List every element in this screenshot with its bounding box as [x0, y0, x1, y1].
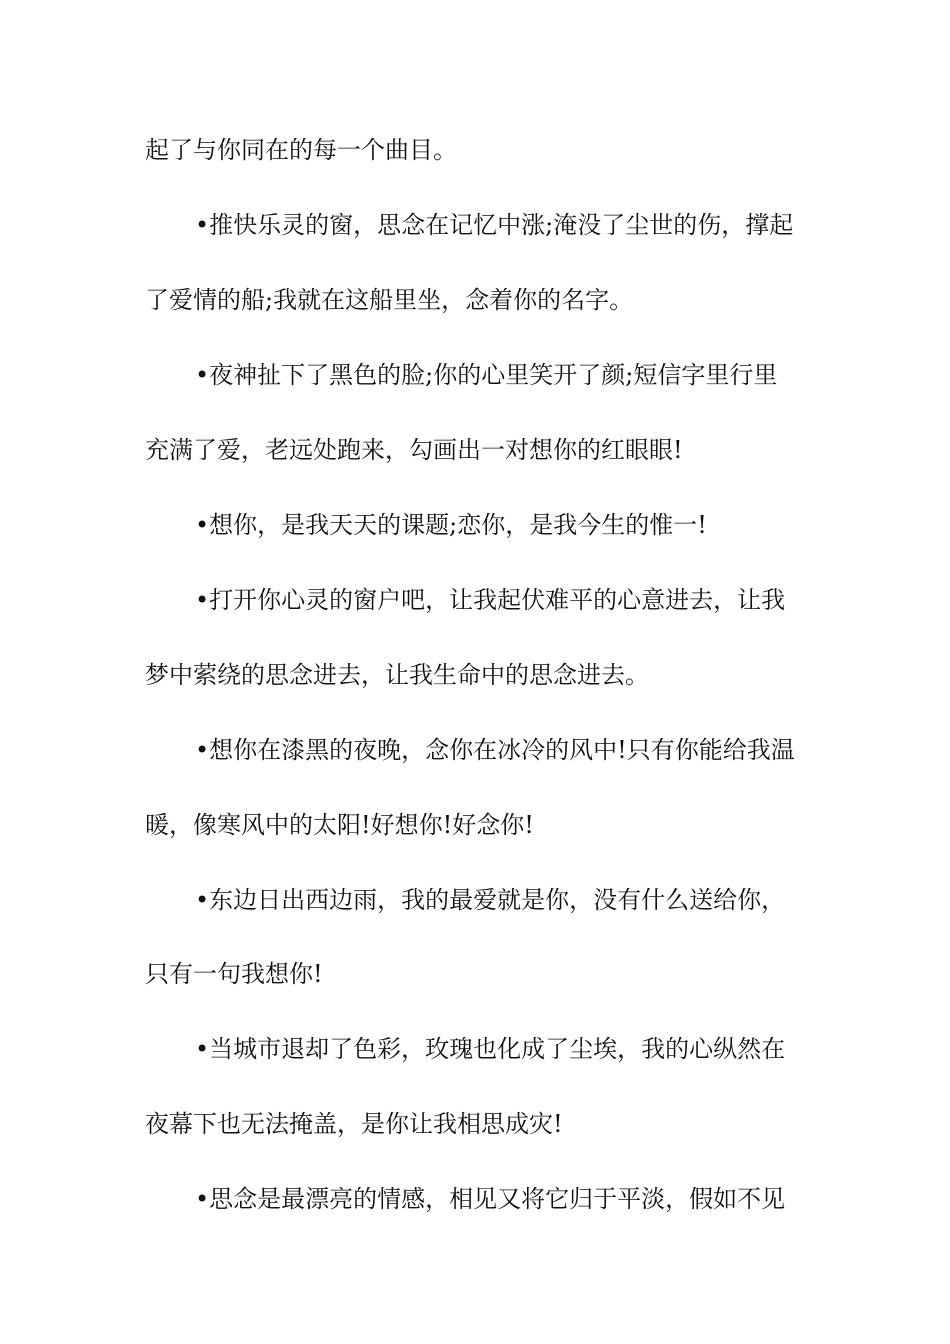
text-line: •夜神扯下了黑色的脸;你的心里笑开了颜;短信字里行里: [195, 361, 778, 389]
text-line: 起了与你同在的每一个曲目。: [145, 136, 457, 164]
text-line: •当城市退却了色彩，玫瑰也化成了尘埃，我的心纵然在: [195, 1035, 786, 1063]
text-line: •东边日出西边雨，我的最爱就是你，没有什么送给你，: [195, 886, 786, 914]
text-line: •想你，是我天天的课题;恋你，是我今生的惟一!: [195, 511, 707, 539]
text-line: 夜幕下也无法掩盖，是你让我相思成灾!: [145, 1110, 563, 1138]
text-line: •打开你心灵的窗户吧，让我起伏难平的心意进去，让我: [195, 586, 786, 614]
text-line: •推快乐灵的窗，思念在记忆中涨;淹没了尘世的伤，撑起: [195, 211, 794, 239]
text-line: 暖，像寒风中的太阳!好想你!好念你!: [145, 811, 534, 839]
text-line: •思念是最漂亮的情感，相见又将它归于平淡，假如不见: [195, 1185, 786, 1213]
text-line: 了爱情的船;我就在这船里坐，念着你的名字。: [145, 286, 634, 314]
text-line: •想你在漆黑的夜晚，念你在冰冷的风中!只有你能给我温: [195, 736, 795, 764]
text-line: 充满了爱，老远处跑来，勾画出一对想你的红眼眼!: [145, 436, 683, 464]
text-line: 只有一句我想你!: [145, 960, 323, 988]
text-line: 梦中萦绕的思念进去，让我生命中的思念进去。: [145, 661, 649, 689]
